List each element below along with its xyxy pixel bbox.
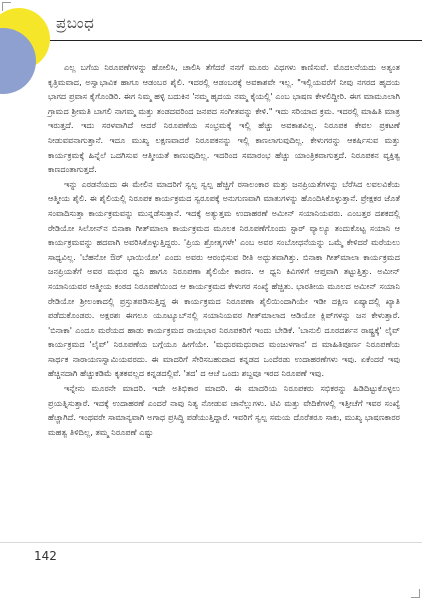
paragraph: ಎಲ್ಲ ಬಗೆಯ ನಿರೂಪಣೆಗಳನ್ನು ಹೋಲಿಸಿ, ಚಾಲಿಸಿ ತೆಗೆದರೆ ನನಗೆ ಮೂರು ವಿಧಗಳು ಕಾಣಿಸುವೆ. ಮೊದಲನೆಯದು ಅತ್ಯಂತ ಕೃತ್ರಿಮವಾದ, ಅಸ್ವಾಭಾವಿಕ ಹಾಗೂ ಆಡಂಬರ ಶೈಲಿ. ಇದರಲ್ಲಿ ಆಡಂಬರಕ್ಕೆ ಅವಕಾಶವೇ ಇಲ್ಲ. "ಇಲ್ಲಿಯವರೆಗೆ ನೀವು ನಗರದ ಹೃದಯ ಭಾಗದ ಪ್ರವಾಸ ಕೈಗೊಂಡಿರಿ. ಈಗ ನಿಮ್ಮ ಹಳ್ಳಿ ಬದುಕಿನ 'ನಮ್ಮ ಹೃದಯ ನಮ್ಮ ಕೈಯಲ್ಲಿ' ಎಂಬ ಭಾಷಣ ಕೇಳಲಿದ್ದೀರಿ. ಈಗ ಮಾಮೂಲಾಗಿ ಗ್ರಾಮದ ಶ್ರೀಮತಿ ಬಾಗಲಿ ನಾಗಮ್ಮ ಮತ್ತು ತಂಡದವರಿಂದ ಜನಪದ ಸಂಗೀತವನ್ನು ಕೇಳಿ." ಇದು ಸರಿಯಾದ ಕ್ರಮ. ಇದರಲ್ಲಿ ಮಾಹಿತಿ ಮಾತ್ರ ಇರುತ್ತದೆ. ಇದು ಸರಳವಾಗಿದೆ ಆದರೆ ನಿರೂಪಣೆಯ ಸಂಭ್ರಮಕ್ಕೆ ಇಲ್ಲಿ ಹೆಚ್ಚು ಅವಕಾಶವಿಲ್ಲ. ನಿರೂಪಕ ಕೇವಲ ಪ್ರಕಟಣೆ ನೀಡುವವನಾಗುತ್ತಾನೆ. ಇದೂ ಮುಖ್ಯ ಲಕ್ಷಣವಾದರೆ ನಿರೂಪಕನನ್ನು ಇಲ್ಲಿ ಕಾಣಲಾಗುವುದಿಲ್ಲ. ಕೇಳುಗರನ್ನು ಆಕರ್ಷಿಸುವ ಮತ್ತು ಕಾರ್ಯಕ್ರಮಕ್ಕೆ ಹಿನ್ನೆಲೆ ಒದಗಿಸುವ ಆತ್ಮೀಯತೆ ಕಾಣುವುದಿಲ್ಲ. ಇದರಿಂದ ಸಮಾರಂಭ ಹೆಚ್ಚು ಯಾಂತ್ರಿಕವಾಗುತ್ತದೆ. ನಿರೂಪಕನ ವ್ಯಕ್ತಿತ್ವ ಕಾಣದಂತಾಗುತ್ತದೆ. (48, 62, 400, 175)
body-text (48, 60, 400, 439)
footer-divider (0, 542, 422, 543)
header-divider (50, 40, 422, 41)
crop-mark-bottom-right (411, 589, 420, 598)
page-number: 142 (34, 549, 57, 563)
paragraph: ಇನ್ನು ಎರಡನೆಯದು ಈ ಮೇಲಿನ ಮಾದರಿಗೆ ಸ್ವಲ್ಪ ಸ್ವಲ್ಪ ಹೆಚ್ಚಿಗೆ ರಸಾಲಂಕಾರ ಮತ್ತು ಜನಪ್ರಿಯತೆಗಳನ್ನು ಬೆರೆಸಿದ ಲವಲವಿಕೆಯ ಆತ್ಮೀಯ ಶೈಲಿ. ಈ ಶೈಲಿಯಲ್ಲಿ ನಿರೂಪಕ ಕಾರ್ಯಕ್ರಮದ ಸ್ವರೂಪಕ್ಕೆ ಅನುಗುಣವಾಗಿ ಮಾತುಗಳನ್ನು ಹೊಂದಿಸಿಕೊಳ್ಳುತ್ತಾನೆ. ಪ್ರೇಕ್ಷಕರ ಜೊತೆ ಸಂವಾದಿಸುತ್ತಾ ಕಾರ್ಯಕ್ರಮವನ್ನು ಮುನ್ನಡೆಸುತ್ತಾನೆ. ಇದಕ್ಕೆ ಅತ್ಯುತ್ತಮ ಉದಾಹರಣೆ ಅಮೀನ್ ಸಯಾನಿಯವರು. ಎಂಬತ್ತರ ದಶಕದಲ್ಲಿ ರೇಡಿಯೋ ಸಿಲೋನ್‌ನ ಬಿನಾಕಾ ಗೀತ್‌ಮಾಲಾ ಕಾರ್ಯಕ್ರಮದ ಮೂಲಕ ನಿರೂಪಣೆಗೊಂದು ಸ್ಟಾರ್ ವ್ಯಾಲ್ಯೂ ತಂದುಕೊಟ್ಟ ಸಯಾನಿ ಆ ಕಾರ್ಯಕ್ರಮವನ್ನು ಹದವಾಗಿ ಅವರಿಸಿಕೊಳ್ಳುತ್ತಿದ್ದರು. 'ಪ್ರಿಯ ಶ್ರೋತೃಗಳೇ' ಎಂಬ ಅವರ ಸಂಬೋಧನೆಯನ್ನು ಒಮ್ಮೆ ಕೇಳಿದರೆ ಮರೆಯಲು ಸಾಧ್ಯವಿಲ್ಲ. 'ಬೆಹನೋ ಔರ್ ಭಾಯಿಯೋ' ಎಂದು ಅವರು ಆರಂಭಿಸುವ ರೀತಿ ಅದ್ಭುತವಾಗಿತ್ತು. ಬಿನಾಕಾ ಗೀತ್‌ಮಾಲಾ ಕಾರ್ಯಕ್ರಮದ ಜನಪ್ರಿಯತೆಗೆ ಅವರ ಮಧುರ ಧ್ವನಿ ಹಾಗೂ ನಿರೂಪಣಾ ಶೈಲಿಯೇ ಕಾರಣ. ಆ ಧ್ವನಿ ಕಿವಿಗಳಿಗೆ ಆಪ್ತವಾಗಿ ತಟ್ಟುತ್ತಿತ್ತು. ಅಮೀನ್ ಸಯಾನಿಯವರ ಆತ್ಮೀಯ ಕಂಠದ ನಿರೂಪಣೆಯಿಂದ ಆ ಕಾರ್ಯಕ್ರಮದ ಕೇಳುಗರ ಸಂಖ್ಯೆ ಹೆಚ್ಚಿತು. ಭಾರತೀಯ ಮೂಲದ ಅಮೀನ್ ಸಯಾನಿ ರೇಡಿಯೋ ಶ್ರೀಲಂಕಾದಲ್ಲಿ ಪ್ರಸ್ತುತಪಡಿಸುತ್ತಿದ್ದ ಈ ಕಾರ್ಯಕ್ರಮದ ನಿರೂಪಣಾ ಶೈಲಿಯಿಂದಾಗಿಯೇ ಇಡೀ ದಕ್ಷಿಣ ಏಷ್ಯಾದಲ್ಲಿ ಖ್ಯಾತಿ ಪಡೆದುಕೊಂಡರು. ಅಕ್ಷರಶಃ ಈಗಲೂ ಯೂಟ್ಯೂಬ್‌ನಲ್ಲಿ ಸಯಾನಿಯವರ ಗೀತ್‌ಮಾಲಾದ ಆಡಿಯೋ ಕ್ಲಿಪ್‌ಗಳನ್ನು ಜನ ಕೇಳುತ್ತಾರೆ. 'ಬಿನಾಕಾ' ಎಂದೂ ಮರೆಯದ ಹಾಡು ಕಾರ್ಯಕ್ರಮದ ರಾಯಭಾರ ನಿರೂಪಕರಿಗೆ ಇಂದು ಬೇಡಿಕೆ. 'ಬಾನುಲಿ ದೂರದರ್ಶನ ರಾಷ್ಟ್ರಕ್ಕೆ' ಲೈವ್ ಕಾರ್ಯಕ್ರಮದ 'ಲೈವ್' ನಿರೂಪಣೆಯ ಬಗ್ಗೆಯೂ ಹೀಗೆಯೇ. 'ಮಧುರಮಧುರಾದ ಮಂಜುಳಗಾನ' ದ ಮಾಹಿತಿಪೂರ್ಣ ನಿರೂಪಣೆಯ ಸಾರ್ಥಕ ನಾರಾಯಣಸ್ವಾಮಿಯವರದು. ಈ ಮಾದರಿಗೆ ಸೇರಿಸಬಹುದಾದ ಕನ್ನಡದ ಒಂದೆರಡು ಉದಾಹರಣೆಗಳು ಇವು. ಏಕೆಂದರೆ ಇವು ಹೆಚ್ಚಿನದಾಗಿ ಹೆಚ್ಚುಕಡಿಮೆ ಕೃತಕವಲ್ಲದ ಕನ್ನಡದಲ್ಲಿವೆ. 'ತದ' ದ ಆಚೆ ಒಂದು ಶಬ್ದವೂ ಇರದ ನಿರೂಪಣೆ ಇವು. (48, 178, 400, 379)
paragraph: ಇನ್ನೇನು ಮೂರನೇ ಮಾದರಿ. ಇದೇ ಅತಿಭಿಕಾರ ಮಾದರಿ. ಈ ಮಾದರಿಯ ನಿರೂಪಕರು ಸಭಿಕರನ್ನು ಹಿಡಿದಿಟ್ಟುಕೊಳ್ಳಲು ಪ್ರಯತ್ನಿಸುತ್ತಾರೆ. ಇದಕ್ಕೆ ಉದಾಹರಣೆ ಎಂದರೆ ನಾವು ನಿತ್ಯ ನೋಡುವ ಚಾನೆಲ್ಲುಗಳು. ಟಿವಿ ಮತ್ತು ವೇದಿಕೆಗಳಲ್ಲಿ ಇತ್ತೀಚೆಗೆ ಇವರ ಸಂಖ್ಯೆ ಹೆಚ್ಚಾಗಿದೆ. ಇಂಥವರೇ ಸಾಮಾನ್ಯವಾಗಿ ಅಗಾಧ ಪ್ರಸಿದ್ಧಿ ಪಡೆಯುತ್ತಿದ್ದಾರೆ. ಇವರಿಗೆ ಸ್ವಲ್ಪ ಸಮಯ ದೊರೆತರೂ ಸಾಕು, ಮುಖ್ಯ ಭಾಷಣಕಾರರ ಮಹತ್ವ ತಿಳಿದಿಲ್ಲ, ತಮ್ಮ ನಿರೂಪಣೆ ಎಷ್ಟು (48, 383, 400, 437)
section-title: ಪ್ರಬಂಧ (56, 14, 95, 32)
